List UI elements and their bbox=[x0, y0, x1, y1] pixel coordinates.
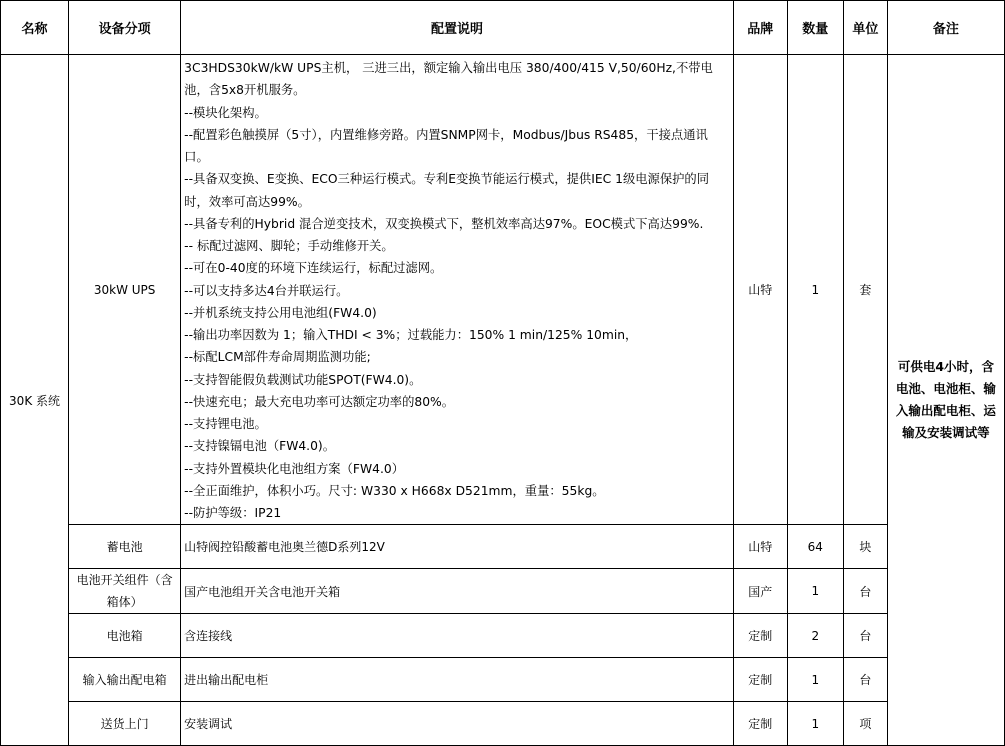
description-cell: 国产电池组开关含电池开关箱 bbox=[181, 569, 734, 614]
quantity-cell: 1 bbox=[787, 702, 843, 746]
unit-cell: 块 bbox=[843, 525, 887, 569]
brand-cell: 定制 bbox=[733, 658, 787, 702]
brand-cell: 山特 bbox=[733, 55, 787, 525]
unit-cell: 项 bbox=[843, 702, 887, 746]
description-line: --全正面维护，体积小巧。尺寸: W330 x H668x D521mm，重量：55kg。 bbox=[184, 483, 605, 498]
unit-cell: 台 bbox=[843, 614, 887, 658]
category-cell bbox=[69, 569, 181, 614]
description-line: -- 标配过滤网、脚轮；手动维修开关。 bbox=[184, 239, 394, 253]
table-row bbox=[1, 614, 1005, 658]
quantity-cell: 1 bbox=[787, 658, 843, 702]
header-note: 备注 bbox=[887, 1, 1004, 55]
description-line: --具备双变换、E变换、ECO三种运行模式。专利E变换节能运行模式，提供IEC 1级电源保护的同时，效率可高达99%。 bbox=[184, 172, 710, 209]
description-line: --快速充电；最大充电功率可达额定功率的80%。 bbox=[184, 394, 455, 409]
category-cell: 电池箱 bbox=[69, 614, 181, 658]
header-name: 名称 bbox=[1, 1, 69, 55]
description-line: --支持智能假负载测试功能SPOT(FW4.0)。 bbox=[184, 372, 422, 387]
quantity-cell: 1 bbox=[787, 55, 843, 525]
header-description: 配置说明 bbox=[181, 1, 734, 55]
description-line: --可以支持多达4台并联运行。 bbox=[184, 283, 349, 298]
header-unit: 单位 bbox=[843, 1, 887, 55]
category-cell: 输入输出配电箱 bbox=[69, 658, 181, 702]
quantity-cell: 2 bbox=[787, 614, 843, 658]
description-line: 3C3HDS30kW/kW UPS主机， 三进三出，额定输入输出电压 380/400/415 V,50/60Hz,不带电池，含5x8开机服务。 bbox=[184, 61, 713, 98]
header-quantity: 数量 bbox=[787, 1, 843, 55]
brand-cell: 定制 bbox=[733, 702, 787, 746]
table-row bbox=[1, 702, 1005, 746]
unit-cell: 台 bbox=[843, 658, 887, 702]
header-row bbox=[1, 1, 1005, 55]
description-line: --配置彩色触摸屏（5寸），内置维修旁路。内置SNMP网卡，Modbus/Jbus RS485，干接点通讯口。 bbox=[184, 127, 708, 164]
description-cell: 安装调试 bbox=[181, 702, 734, 746]
description-line: --并机系统支持公用电池组(FW4.0) bbox=[184, 305, 377, 320]
brand-cell: 定制 bbox=[733, 614, 787, 658]
note-text: 可供电4小时，含电池、电池柜、输入输出配电柜、运输及安装调试等 bbox=[895, 359, 996, 441]
quantity-cell: 64 bbox=[787, 525, 843, 569]
description-line: --可在0-40度的环境下连续运行，标配过滤网。 bbox=[184, 261, 443, 276]
description-cell: 山特阀控铅酸蓄电池奥兰德D系列12V bbox=[181, 525, 734, 569]
unit-cell: 套 bbox=[843, 55, 887, 525]
category-label: 30kW UPS bbox=[93, 282, 156, 297]
description-cell bbox=[181, 55, 734, 525]
category-cell: 蓄电池 bbox=[69, 525, 181, 569]
system-name: 30K 系统 bbox=[9, 393, 61, 408]
brand-cell: 国产 bbox=[733, 569, 787, 614]
description-line: --防护等级：IP21 bbox=[184, 506, 282, 520]
table-row bbox=[1, 525, 1005, 569]
system-name-cell bbox=[1, 55, 69, 746]
table-row bbox=[1, 55, 1005, 525]
header-brand: 品牌 bbox=[733, 1, 787, 55]
quantity-cell: 1 bbox=[787, 569, 843, 614]
description-line: --标配LCM部件寿命周期监测功能; bbox=[184, 350, 371, 365]
description-line: --模块化架构。 bbox=[184, 105, 267, 120]
category-cell bbox=[69, 55, 181, 525]
category-cell: 送货上门 bbox=[69, 702, 181, 746]
description-cell: 进出输出配电柜 bbox=[181, 658, 734, 702]
category-label: 电池开关组件（含箱体） bbox=[76, 573, 173, 610]
header-category: 设备分项 bbox=[69, 1, 181, 55]
description-line: --支持外置模块化电池组方案（FW4.0） bbox=[184, 461, 404, 476]
description-line: --支持锂电池。 bbox=[184, 417, 267, 431]
note-cell bbox=[887, 55, 1004, 746]
description-line: --输出功率因数为 1；输入THDI < 3%；过载能力：150% 1 min/125% 10min， bbox=[184, 328, 638, 342]
brand-cell: 山特 bbox=[733, 525, 787, 569]
description-cell: 含连接线 bbox=[181, 614, 734, 658]
table-row bbox=[1, 658, 1005, 702]
description-line: --具备专利的Hybrid 混合逆变技术，双变换模式下，整机效率高达97%。EOC模式下高达99%. bbox=[184, 216, 704, 231]
table-row bbox=[1, 569, 1005, 614]
unit-cell: 台 bbox=[843, 569, 887, 614]
description-line: --支持镍镉电池（FW4.0)。 bbox=[184, 439, 336, 454]
